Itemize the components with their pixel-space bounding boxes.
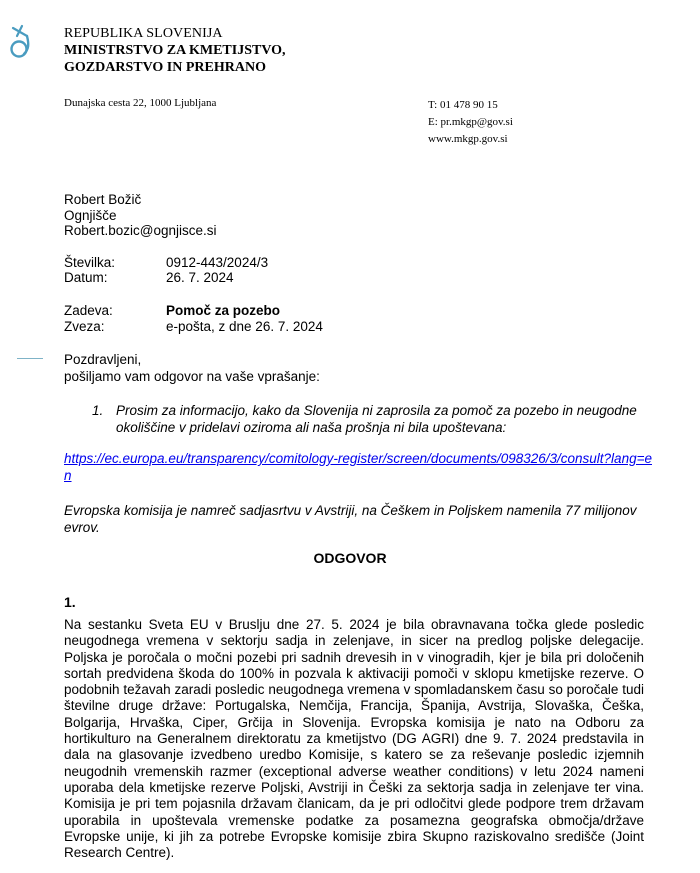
meta-number-value: 0912-443/2024/3: [166, 255, 269, 270]
answer-heading: ODGOVOR: [313, 550, 387, 566]
meta-date-label: Datum:: [64, 270, 108, 285]
answer-text: Na sestanku Sveta EU v Bruslju dne 27. 5. 2024 je bila obravnavana točka glede posledic neugodnega vremena v sektorju sadja in zelenjave, in sicer na predlog poljske delegacije. Poljska je poročala o močni pozebi pri sadnih drevesih in v vinogradih, kjer je bila pri določenih sortah predvidena škoda do 100% in pozvala k aktivaciji pomoči v sklopu kmetijske rezerve. O podobnih težavah zaradi posledic neugodnega vremena v spomladanskem času so poročale tudi številne druge države: Portugalska, Nemčija, Francija, Španija, Avstrija, Slovaška, Češka, Bolgarija, Hrvaška, Ciper, Grčija in Slovenija. Evropska komisija je nato na Odboru za hortikulturo na Generalnem direktoratu za kmetijstvo (DG AGRI) dne 9. 7. 2024 predstavila in dala na glasovanje izvedbeno uredbo Komisije, s katero se za reševanje posledic izjemnih neugodnih vremenskih razmer (exceptional adverse weather conditions) v letu 2024 nameni uporaba dela kmetijske rezerve Poljski, Avstriji in Češki za sektorja sadja in zelenjave ter vina. Komisija je pri tem pojasnila državam članicam, da je pri odločitvi glede podpore trem državam uporabila in upoštevala vremenske podatke za posamezna geografska območja/države Evropske unije, ki jih za potrebe Evropske komisije zbira Skupno raziskovalno središče (Joint Research Centre).: [64, 617, 644, 861]
header-ministry-line1: MINISTRSTVO ZA KMETIJSTVO,: [64, 43, 286, 58]
header-email: E: pr.mkgp@gov.si: [428, 116, 513, 128]
greeting-line2: pošiljamo vam odgovor na vaše vprašanje:: [64, 369, 320, 384]
header-country: REPUBLIKA SLOVENIJA: [64, 26, 223, 41]
meta-subject-row: [64, 303, 280, 318]
greeting: [64, 351, 320, 385]
question-number: 1.: [92, 403, 104, 418]
margin-fold-mark: [17, 358, 43, 359]
answer-number: 1.: [64, 594, 76, 610]
recipient-email: Robert.bozic@ognjisce.si: [64, 223, 217, 238]
meta-ref-row: [64, 319, 323, 334]
header-web: www.mkgp.gov.si: [428, 133, 508, 145]
greeting-line1: Pozdravljeni,: [64, 352, 142, 367]
meta-subject-label: Zadeva:: [64, 303, 113, 318]
meta-date-row: [64, 270, 234, 285]
question-note: Evropska komisija je namreč sadjasrtvu v Avstriji, na Češkem in Poljskem namenila 77 milijonov evrov.: [64, 503, 637, 535]
meta-date-value: 26. 7. 2024: [166, 270, 234, 285]
header-phone: T: 01 478 90 15: [428, 99, 498, 111]
recipient-name: Robert Božič: [64, 192, 142, 207]
header-ministry-line2: GOZDARSTVO IN PREHRANO: [64, 60, 266, 75]
question-item: [92, 403, 652, 436]
recipient-block: [64, 192, 217, 239]
meta-number-label: Številka:: [64, 255, 116, 270]
meta-ref-label: Zveza:: [64, 319, 105, 334]
question-text: Prosim za informacijo, kako da Slovenija ni zaprosila za pomoč za pozebo in neugodne okoliščine v pridelavi oziroma ali naša prošnja ni bila upoštevana:: [116, 403, 637, 435]
meta-subject-value: Pomoč za pozebo: [166, 303, 281, 318]
header-address: Dunajska cesta 22, 1000 Ljubljana: [64, 97, 217, 109]
recipient-org: Ognjišče: [64, 207, 117, 223]
comitology-register-link[interactable]: https://ec.europa.eu/transparency/comitology-register/screen/documents/098326/3/consult?lang=en: [64, 451, 652, 483]
meta-number-row: [64, 255, 268, 270]
ministry-emblem-icon: [7, 22, 33, 62]
header-contact: [428, 97, 513, 148]
meta-ref-value: e-pošta, z dne 26. 7. 2024: [166, 319, 323, 334]
